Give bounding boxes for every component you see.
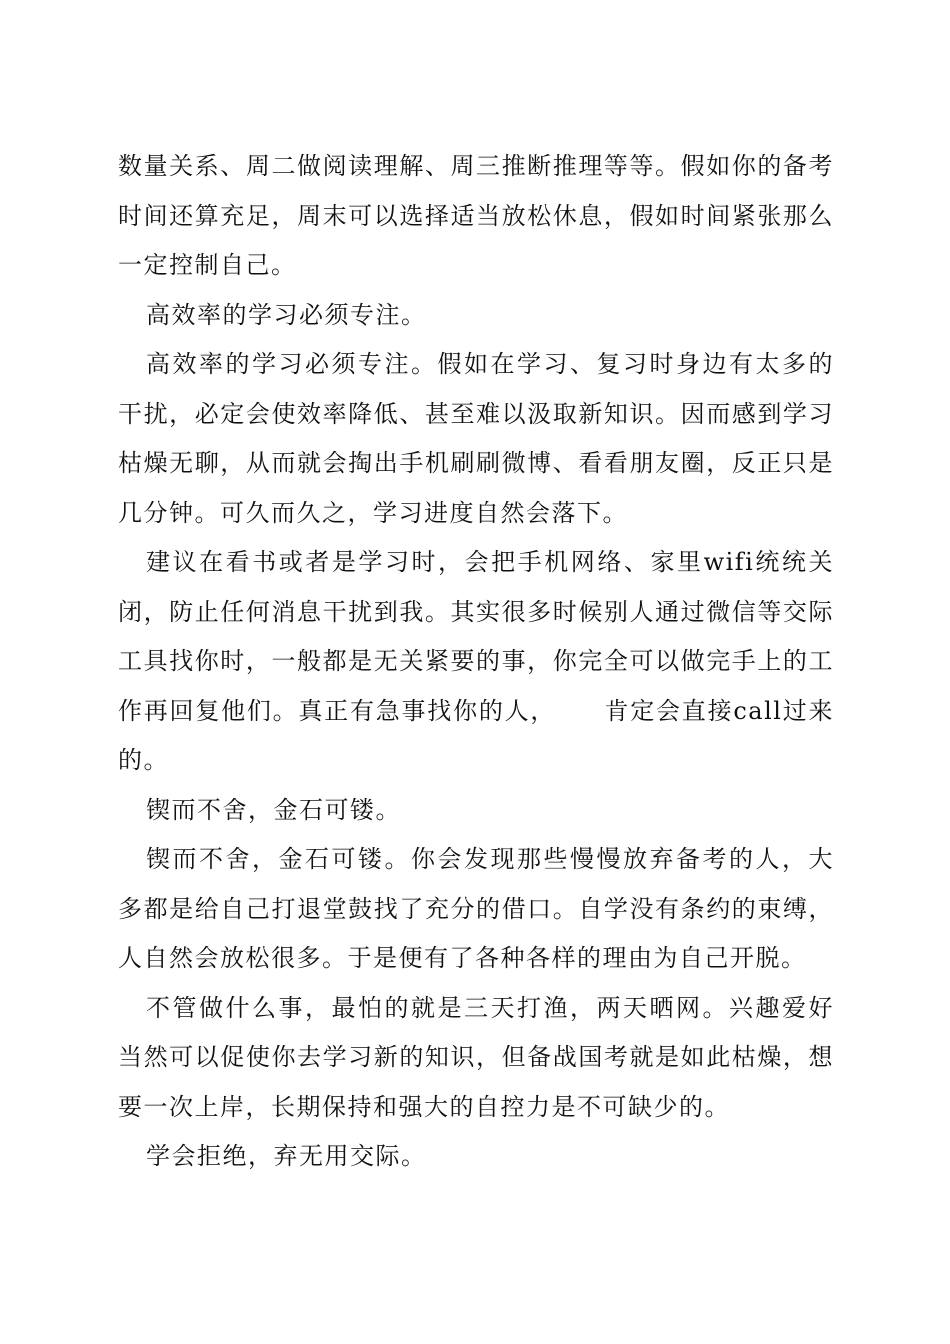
section-heading-refuse: 学会拒绝，弃无用交际。: [146, 1142, 427, 1170]
paragraph-continuation: 数量关系、周二做阅读理解、周三推断推理等等。假如你的备考时间还算充足，周末可以选择适当放松休息，假如时间紧张那么一定控制自己。: [118, 152, 834, 279]
paragraph-focus: 高效率的学习必须专注。假如在学习、复习时身边有太多的干扰，必定会使效率降低、甚至难以汲取新知识。因而感到学习枯燥无聊，从而就会掏出手机刷刷微博、看看朋友圈，反正只是几分钟。可久而久之，学习进度自然会落下。: [118, 350, 834, 527]
section-heading-persistence: 锲而不舍，金石可镂。: [146, 795, 401, 824]
paragraph-disconnect-part1: 建议在看书或者是学习时，会把手机网络、家里wifi统统关闭，防止任何消息干扰到我。其实很多时候别人通过微信等交际工具找你时，一般都是无关紧要的事，你完全可以做完手上的工作再回复他们。真正有急事找你的人，: [118, 548, 834, 725]
paragraph-disconnect: [118, 538, 834, 786]
paragraph-persistence: 锲而不舍，金石可镂。你会发现那些慢慢放弃备考的人，大多都是给自己打退堂鼓找了充分的借口。自学没有条约的束缚，人自然会放松很多。于是便有了各种各样的理由为自己开脱。: [118, 845, 834, 972]
paragraph-self-control: 不管做什么事，最怕的就是三天打渔，两天晒网。兴趣爱好当然可以促使你去学习新的知识，但备战国考就是如此枯燥，想要一次上岸，长期保持和强大的自控力是不可缺少的。: [118, 993, 834, 1121]
section-heading-focus: 高效率的学习必须专注。: [146, 300, 427, 329]
paragraph-disconnect-part2: 肯定会直接call过来的。: [118, 696, 834, 774]
document-body: [118, 142, 834, 1182]
